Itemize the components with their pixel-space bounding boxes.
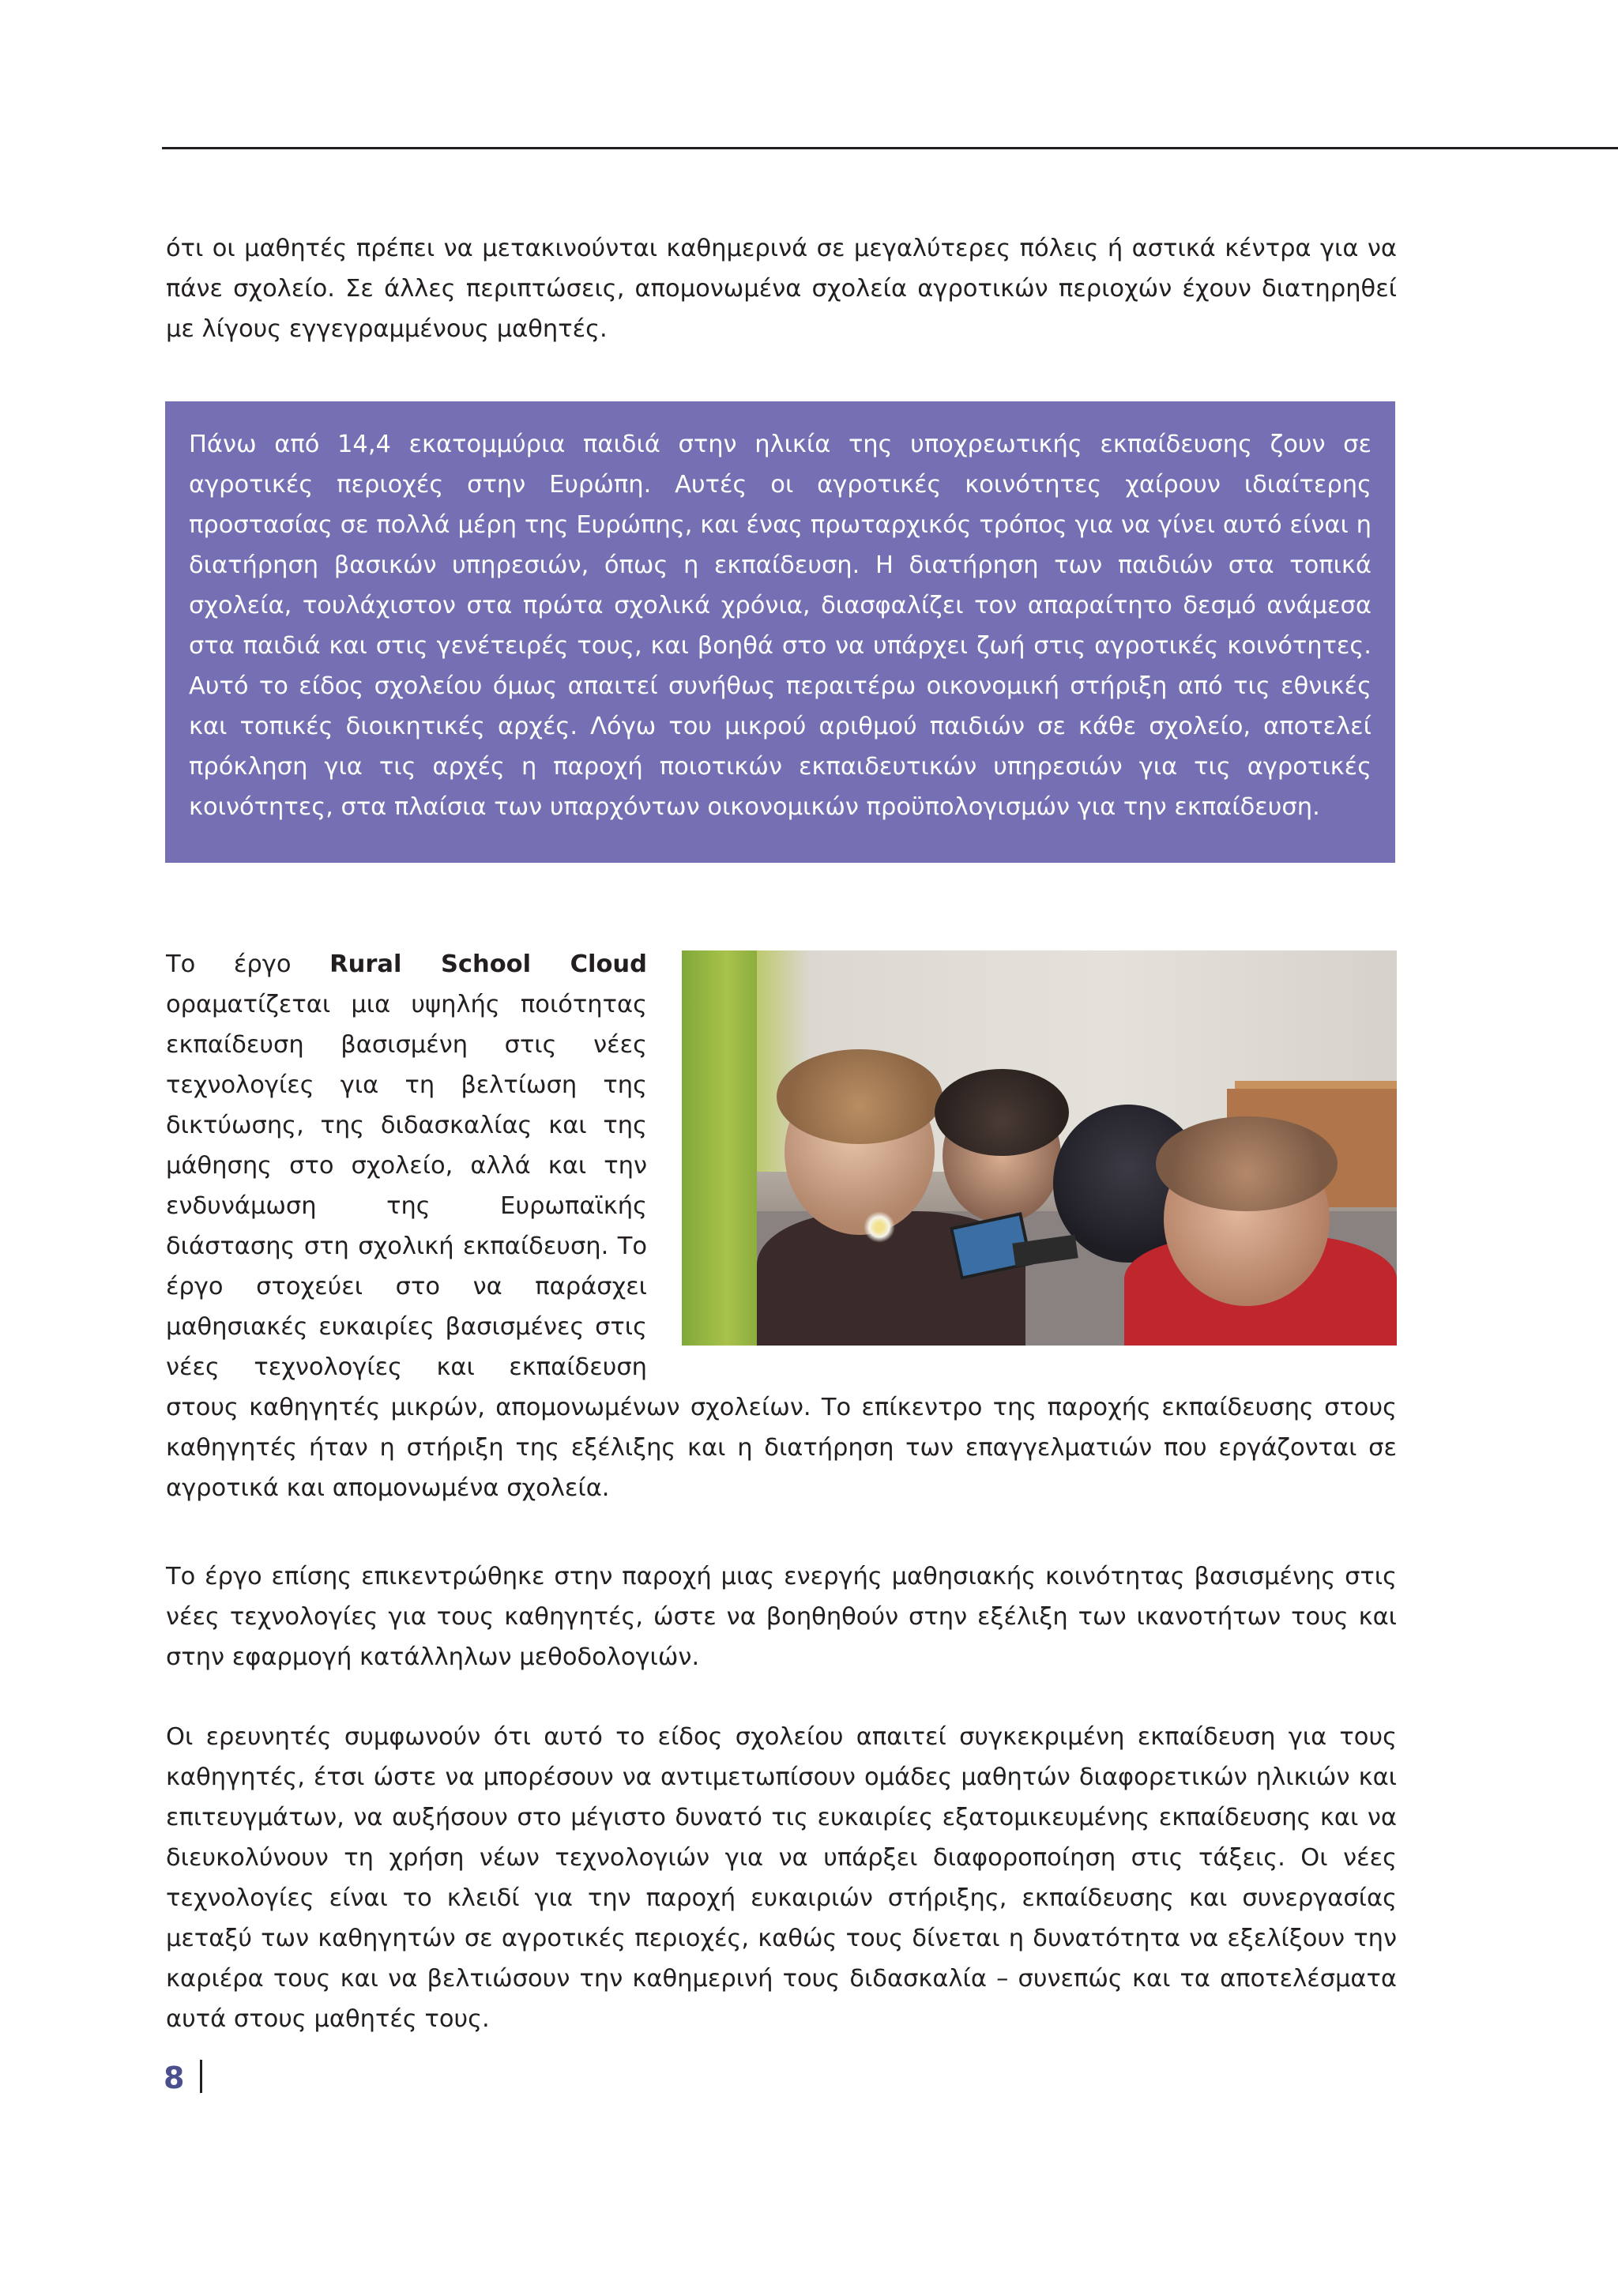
page-number: 8 <box>164 2061 185 2095</box>
page-number-divider <box>200 2060 202 2093</box>
focus-paragraph: Το έργο επίσης επικεντρώθηκε στην παροχή μιας ενεργής μαθησιακής κοινότητας βασισμένης στις νέες τεχνολογίες για τους καθηγητές, ώστε να βοηθηθούν στην εξέλιξη των ικανοτήτων τους και στην εφαρμογή κατάλληλων μεθοδολογιών. <box>166 1563 1397 1671</box>
classroom-photo <box>682 950 1397 1346</box>
project-name: Rural School Cloud <box>329 950 647 978</box>
project-section <box>166 944 1397 1508</box>
project-lead: Το έργο <box>166 950 330 978</box>
callout-box <box>165 401 1395 863</box>
project-rest: οραματίζεται μια υψηλής ποιότητας εκπαίδευση βασισμένη στις νέες τεχνολογίες για τη βελτίωση της δικτύωσης, της διδασκαλίας και της μάθησης στο σχολείο, αλλά και την ενδυνάμωση της Ευρωπαϊκής διάστασης στη σχολική εκπαίδευση. Το έργο στοχεύει στο να παράσχει μαθησιακές ευκαιρίες βασισμένες στις νέες τεχνολογίες και εκπαίδευση στους καθηγητές μικρών, απομονωμένων σχολείων. Το επίκεντρο της παροχής εκπαίδευσης στους καθηγητές ήταν η στήριξη της εξέλιξης και η διατήρηση των επαγγελματιών που εργάζονται σε αγροτικά και απομονωμένα σχολεία. <box>166 991 1397 1502</box>
callout-text: Πάνω από 14,4 εκατομμύρια παιδιά στην ηλικία της υποχρεωτικής εκπαίδευσης ζουν σε αγροτικές περιοχές στην Ευρώπη. Αυτές οι αγροτικές κοινότητες χαίρουν ιδιαίτερης προστασίας σε πολλά μέρη της Ευρώπης, και ένας πρωταρχικός τρόπος για να γίνει αυτό είναι η διατήρηση βασικών υπηρεσιών, όπως η εκπαίδευση. Η διατήρηση των παιδιών στα τοπικά σχολεία, τουλάχιστον στα πρώτα σχολικά χρόνια, διασφαλίζει τον απαραίτητο δεσμό ανάμεσα στα παιδιά και στις γενέτειρές τους, και βοηθά στο να υπάρχει ζωή στις αγροτικές κοινότητες. Αυτό το είδος σχολείου όμως απαιτεί συνήθως περαιτέρω οικονομική στήριξη από τις εθνικές και τοπικές διοικητικές αρχές. Λόγω του μικρού αριθμού παιδιών σε κάθε σχολείο, αποτελεί πρόκληση για τις αρχές η παροχή ποιοτικών εκπαιδευτικών υπηρεσιών για τις αγροτικές κοινότητες, στα πλαίσια των υπαρχόντων οικονομικών προϋπολογισμών για την εκπαίδευση. <box>189 431 1372 821</box>
research-paragraph: Οι ερευνητές συμφωνούν ότι αυτό το είδος σχολείου απαιτεί συγκεκριμένη εκπαίδευση για τους καθηγητές, έτσι ώστε να μπορέσουν να αντιμετωπίσουν ομάδες μαθητών διαφορετικών ηλικιών και επιτευγμάτων, να αυξήσουν στο μέγιστο δυνατό τις ευκαιρίες εξατομικευμένης εκπαίδευσης και να διευκολύνουν τη χρήση νέων τεχνολογιών για να υπάρξει διαφοροποίηση στις τάξεις. Οι νέες τεχνολογίες είναι το κλειδί για την παροχή ευκαιριών στήριξης, εκπαίδευσης και συνεργασίας μεταξύ των καθηγητών σε αγροτικές περιοχές, καθώς τους δίνεται η δυνατότητα να εξελίξουν την καριέρα τους και να βελτιώσουν την καθημερινή τους διδασκαλία – συνεπώς και τα αποτελέσματα αυτά στους μαθητές τους. <box>166 1723 1397 2033</box>
intro-paragraph: ότι οι μαθητές πρέπει να μετακινούνται καθημερινά σε μεγαλύτερες πόλεις ή αστικά κέντρα για να πάνε σχολείο. Σε άλλες περιπτώσεις, απομονωμένα σχολεία αγροτικών περιοχών έχουν διατηρηθεί με λίγους εγγεγραμμένους μαθητές. <box>166 235 1397 343</box>
header-rule <box>162 147 1618 149</box>
